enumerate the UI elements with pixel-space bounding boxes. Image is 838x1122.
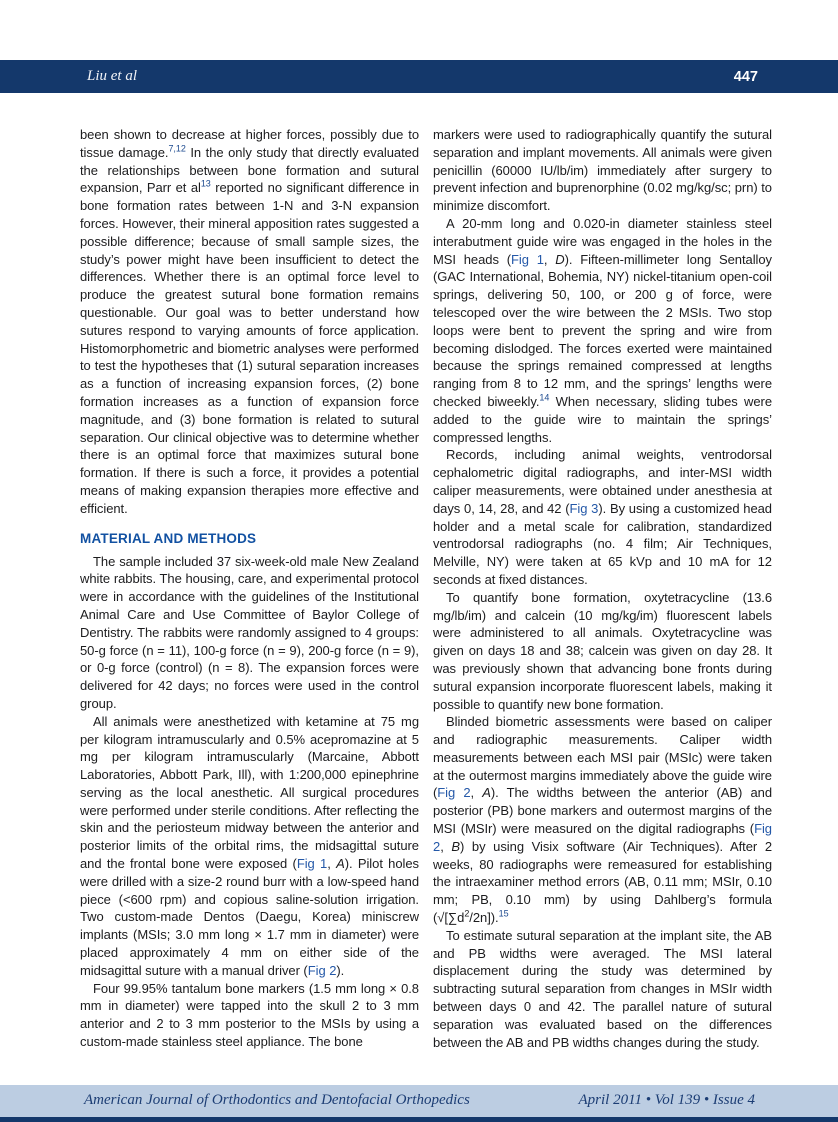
italic-label: A bbox=[482, 785, 491, 801]
left-column bbox=[80, 126, 419, 1054]
citation-reference[interactable]: 13 bbox=[200, 179, 211, 190]
citation-reference[interactable]: 15 bbox=[498, 908, 509, 919]
paragraph: The sample included 37 six-week-old male New Zealand white rabbits. The housing, care, and experimental protocol were in accordance with the guidelines of the Institutional Animal Care and Use Committee of Baylor College of Dentistry. The rabbits were randomly assigned to 4 groups: 50-g force (n = 11), 100-g force (n = 9), 200-g force (n = 9), or 0-g force (control) (n = 8). The expansion forces were delivered for 42 days; no forces were used in the control group. bbox=[80, 553, 419, 711]
paragraph: A 20-mm long and 0.020-in diameter stainless steel interabutment guide wire was engaged in the holes in the MSI heads (Fig 1, D). Fifteen-millimeter long Sentalloy (GAC International, Bohemia, NY) nickel-titanium open-coil springs, delivering 50, 100, or 200 g of force, were telescoped over the wire between the 2 MSIs. Two stop loops were bent to prevent the spring and wire from becoming dislodged. The forces exerted were maintained because the springs remained compressed at lengths ranging from 8 to 12 mm, and the springs’ lengths were checked biweekly.$^{14}$ When necessary, sliding tubes were added to the guide wire to maintain the springs’ compressed lengths. bbox=[433, 215, 772, 445]
paragraph: To quantify bone formation, oxytetracycline (13.6 mg/lb/im) and calcein (10 mg/kg/im) fluorescent labels were administered to all animals. Oxytetracycline was given on days 18 and 38; calcein was given on day 28. It was previously shown that advancing bone fronts during sutural expansion incorporate fluorescent labels, making it possible to quantify new bone formation. bbox=[433, 589, 772, 712]
figure-reference[interactable]: Fig 1 bbox=[296, 856, 328, 872]
italic-label: B bbox=[451, 838, 461, 854]
paragraph: Four 99.95% tantalum bone markers (1.5 mm long × 0.8 mm in diameter) were tapped into the skull 2 to 3 mm anterior and 2 to 3 mm posterior to the MSIs by using a custom-made stainless steel appliance. The bone bbox=[80, 980, 419, 1050]
figure-reference[interactable]: Fig 2 bbox=[437, 785, 471, 801]
paragraph: Records, including animal weights, ventrodorsal cephalometric digital radiographs, and inter-MSI width caliper measurements, were obtained under anesthesia at days 0, 14, 28, and 42 (Fig 3). By using a customized head holder and a metal scale for calibration, standardized ventrodorsal radiographs (no. 4 film; Air Techniques, Melville, NY) were taken at 65 kVp and 10 mA for 12 seconds at fixed distances. bbox=[433, 447, 772, 587]
page-footer-band bbox=[0, 1085, 838, 1122]
paragraph: markers were used to radiographically quantify the sutural separation and implant movements. All animals were given penicillin (60000 IU/lb/im) immediately after surgery to prevent infection and buprenorphine (0.02 mg/kg/sc; prn) to minimize discomfort. bbox=[433, 127, 772, 214]
right-column bbox=[433, 126, 772, 1054]
math-exponent: 2 bbox=[464, 908, 470, 919]
figure-reference[interactable]: Fig 2 bbox=[433, 821, 772, 854]
italic-label: D bbox=[555, 251, 565, 267]
figure-reference[interactable]: Fig 2 bbox=[307, 962, 337, 978]
page-number: 447 bbox=[733, 68, 758, 85]
figure-reference[interactable]: Fig 3 bbox=[569, 500, 599, 516]
figure-reference[interactable]: Fig 1 bbox=[511, 251, 544, 267]
paragraph: been shown to decrease at higher forces, possibly due to tissue damage.$^{7,12}$ In the only study that directly evaluated the relationships between bone formation and sutural expansion, Parr et al$^{13}$ reported no significant difference in bone formation rates between 1-N and 3-N expansion forces. However, their mineral apposition rates suggested a possible difference; because of small sample sizes, the study’s power might have been insufficient to detect the differences. Whether there is an optimal force level to produce the greatest sutural bone formation remains questionable. Our goal was to better understand how sutures respond to varying amounts of force application. Histomorphometric and biometric analyses were performed to test the hypotheses that (1) sutural separation increases as a function of increasing expansion forces, (2) bone formation increases as a function of expansion force magnitude, and (3) bone formation is related to sutural separation. Our clinical objective was to determine whether there is an optimal force that maximizes sutural bone formation. If there is such a force, it provides a potential means of making expansion therapies more effective and efficient. bbox=[80, 127, 419, 516]
running-head-author: Liu et al bbox=[87, 68, 138, 84]
issue-info: April 2011 • Vol 139 • Issue 4 bbox=[578, 1092, 755, 1108]
paragraph: All animals were anesthetized with ketamine at 75 mg per kilogram intramuscularly and 0.5% acepromazine at 5 mg per kilogram intramuscularly (Marcaine, Abbott Laboratories, Abbott Park, Ill), with 1:200,000 epinephrine serving as the local anesthetic. All surgical procedures were performed under sterile conditions. After reflecting the skin and the periosteum midway between the anterior and posterior limits of the orbital rims, the midsagittal suture and the frontal bone were exposed (Fig 1, A). Pilot holes were drilled with a size-2 round burr with a low-speed hand piece (<600 rpm) and copious saline-solution irrigation. Two custom-made Dentos (Daegu, Korea) miniscrew implants (MSIs; 3.0 mm long × 1.7 mm in diameter) were placed approximately 4 mm on either side of the midsagittal suture with a manual driver (Fig 2). bbox=[80, 713, 419, 978]
section-heading: MATERIAL AND METHODS bbox=[80, 530, 257, 546]
running-header-band bbox=[0, 60, 838, 93]
italic-label: A bbox=[336, 856, 345, 872]
journal-title: American Journal of Orthodontics and Dentofacial Orthopedics bbox=[84, 1092, 470, 1108]
article-body bbox=[80, 126, 772, 1054]
paragraph: Blinded biometric assessments were based on caliper and radiographic measurements. Caliper width measurements between each MSI pair (MSIc) were taken at the outermost margins immediately above the guide wire (Fig 2, A). The widths between the anterior (AB) and posterior (PB) bone markers and outermost margins of the MSI (MSIr) were measured on the digital radiographs (Fig 2, B) by using Visix software (Air Techniques). After 2 weeks, 80 radiographs were remeasured for establishing the intraexaminer method errors (AB, 0.11 mm; MSIr, 0.10 mm; PB, 0.10 mm) by using Dahlberg’s formula $(√[\sum d^2/2n]).^{15}$ bbox=[433, 714, 772, 926]
footer-accent-strip bbox=[0, 1117, 838, 1122]
citation-reference[interactable]: 7,12 bbox=[168, 143, 186, 154]
citation-reference[interactable]: 14 bbox=[539, 392, 550, 403]
paragraph: To estimate sutural separation at the implant site, the AB and PB widths were averaged. The MSI lateral displacement during the study was determined by subtracting sutural separation from changes in MSIr width between days 0 and 42. The parallel nature of sutural separation was evaluated based on the differences between the AB and PB widths changes during the study. bbox=[433, 927, 772, 1050]
